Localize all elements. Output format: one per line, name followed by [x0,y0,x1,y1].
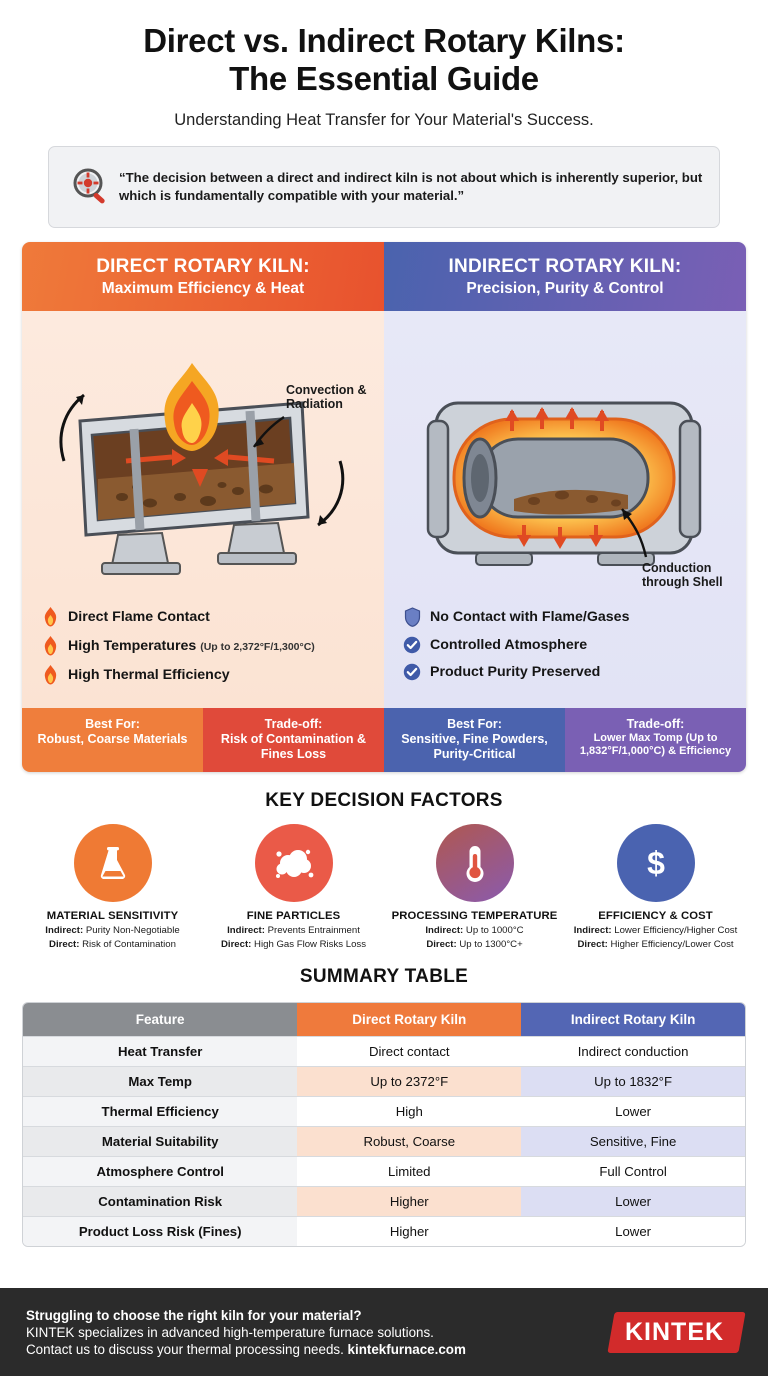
comparison-headers [22,242,746,311]
svg-text:$: $ [646,844,665,881]
table-cell-direct: Higher [297,1216,521,1246]
magnifier-gear-icon [63,165,119,209]
footer-line-2: KINTEK specializes in advanced high-temperature furnace solutions. [26,1324,434,1340]
table-cell-feature: Material Suitability [23,1126,297,1156]
direct-kiln-subtitle: Maximum Efficiency & Heat [101,279,305,297]
page-header [0,0,768,130]
kintek-logo [607,1312,745,1353]
direct-kiln-title: DIRECT ROTARY KILN: [96,255,310,277]
list-item [40,636,374,656]
table-cell-feature: Max Temp [23,1066,297,1096]
dust-cloud-icon [255,824,333,902]
table-row [23,1216,745,1246]
factor-line-direct: Direct: High Gas Flow Risks Loss [220,938,367,950]
list-item [402,636,736,654]
list-item [402,663,736,681]
list-item [40,665,374,685]
table-cell-indirect: Full Control [521,1156,745,1186]
check-badge-icon [402,663,422,681]
direct-kiln-panel [22,311,384,708]
page-subtitle: Understanding Heat Transfer for Your Material's Success. [174,110,594,129]
table-cell-indirect: Indirect conduction [521,1036,745,1066]
footer-cta-text: Contact us to discuss your thermal processing needs. [26,1341,348,1357]
factor-line-direct: Direct: Risk of Contamination [49,938,176,950]
indirect-kiln-title: INDIRECT ROTARY KILN: [448,255,682,277]
direct-kiln-illustration [22,311,384,601]
list-item [40,607,374,627]
indirect-best-for [384,708,565,772]
factor-name: MATERIAL SENSITIVITY [46,909,179,922]
flask-icon [74,824,152,902]
direct-trade-off-value: Risk of Contamination & Fines Loss [220,731,367,761]
indirect-kiln-header [384,242,746,311]
table-cell-feature: Heat Transfer [23,1036,297,1066]
quote-callout [48,146,720,228]
table-cell-feature: Contamination Risk [23,1186,297,1216]
list-item-label: Product Purity Preserved [430,663,601,680]
list-item-label: High Temperatures (Up to 2,372°F/1,300°C) [68,637,315,654]
table-cell-indirect: Up to 1832°F [521,1066,745,1096]
direct-kiln-diagram-label: Convection & Radiation [286,382,367,411]
footer-line-3 [26,1342,466,1357]
table-cell-indirect: Lower [521,1096,745,1126]
list-item [402,607,736,627]
direct-trade-off-label: Trade-off: [264,716,323,731]
factor-line-indirect: Indirect: Lower Efficiency/Higher Cost [573,924,738,936]
comparison-footers [22,708,746,772]
direct-best-for-value: Robust, Coarse Materials [37,731,188,746]
factor-name: EFFICIENCY & COST [598,909,713,922]
page-title [40,22,728,99]
page-footer [0,1288,768,1376]
factor-fine-particles [203,824,384,950]
table-cell-direct: Direct contact [297,1036,521,1066]
direct-trade-off [203,708,384,772]
summary-table [22,1002,746,1247]
dollar-icon [617,824,695,902]
table-cell-indirect: Lower [521,1186,745,1216]
page-title-line1: Direct vs. Indirect Rotary Kilns: [143,22,625,59]
flame-icon [40,607,60,627]
check-badge-icon [402,636,422,654]
indirect-kiln-subtitle: Precision, Purity & Control [466,279,664,297]
indirect-best-for-value: Sensitive, Fine Powders, Purity-Critical [401,731,548,761]
table-cell-direct: Up to 2372°F [297,1066,521,1096]
footer-line-1: Struggling to choose the right kiln for your material? [26,1307,362,1323]
indirect-trade-off-label: Trade-off: [626,716,685,731]
table-cell-direct: Robust, Coarse [297,1126,521,1156]
table-row [23,1186,745,1216]
table-cell-direct: Higher [297,1186,521,1216]
table-row [23,1126,745,1156]
page-title-line2: The Essential Guide [229,60,539,98]
kintek-logo-text: KINTEK [624,1317,724,1346]
factor-name: FINE PARTICLES [246,909,341,922]
key-factors-row [22,824,746,950]
direct-best-for-label: Best For: [85,716,140,731]
factor-line-direct: Direct: Up to 1300°C+ [426,938,523,950]
indirect-kiln-panel [384,311,746,708]
direct-best-for [22,708,203,772]
table-row [23,1156,745,1186]
direct-kiln-header [22,242,384,311]
list-item-label: No Contact with Flame/Gases [430,608,630,625]
direct-kiln-bullets [22,601,384,708]
table-cell-indirect: Sensitive, Fine [521,1126,745,1156]
indirect-kiln-bullets [384,601,746,704]
table-row [23,1066,745,1096]
table-row [23,1096,745,1126]
indirect-kiln-diagram-label: Conduction through Shell [642,560,723,589]
table-header-indirect: Indirect Rotary Kiln [521,1003,745,1037]
factor-material-sensitivity [22,824,203,950]
flame-icon [40,665,60,685]
indirect-trade-off-value: Lower Max Tomp (Up to 1,832°F/1,000°C) & Efficiency [579,731,732,757]
table-header-row [23,1003,745,1037]
summary-table-title: SUMMARY TABLE [299,965,469,987]
table-row [23,1036,745,1066]
factor-line-indirect: Indirect: Prevents Entrainment [227,924,360,936]
quote-text: “The decision between a direct and indirect kiln is not about which is inherently superior, but which is fundamentally compatible with your material.” [119,169,703,203]
table-cell-direct: High [297,1096,521,1126]
table-header-direct: Direct Rotary Kiln [297,1003,521,1037]
footer-text-block [26,1308,466,1357]
list-item-label: High Thermal Efficiency [68,666,230,683]
table-header-feature: Feature [23,1003,297,1037]
comparison-panel [22,242,746,772]
flame-icon [40,636,60,656]
list-item-label: Controlled Atmosphere [430,636,588,653]
table-cell-feature: Atmosphere Control [23,1156,297,1186]
key-factors-title: KEY DECISION FACTORS [265,789,503,811]
table-cell-feature: Thermal Efficiency [23,1096,297,1126]
factor-name: PROCESSING TEMPERATURE [391,909,558,922]
factor-efficiency-cost [565,824,746,950]
indirect-best-for-label: Best For: [447,716,502,731]
comparison-bodies [22,311,746,708]
factor-processing-temperature [384,824,565,950]
footer-website-link[interactable]: kintekfurnace.com [347,1341,466,1357]
factor-line-indirect: Indirect: Purity Non-Negotiable [45,924,180,936]
indirect-trade-off [565,708,746,772]
factor-line-indirect: Indirect: Up to 1000°C [425,924,524,936]
table-cell-feature: Product Loss Risk (Fines) [23,1216,297,1246]
table-cell-indirect: Lower [521,1216,745,1246]
factor-line-direct: Direct: Higher Efficiency/Lower Cost [577,938,734,950]
indirect-kiln-illustration [384,311,746,601]
thermometer-icon [436,824,514,902]
list-item-label: Direct Flame Contact [68,608,210,625]
shield-icon [402,607,422,627]
table-cell-direct: Limited [297,1156,521,1186]
